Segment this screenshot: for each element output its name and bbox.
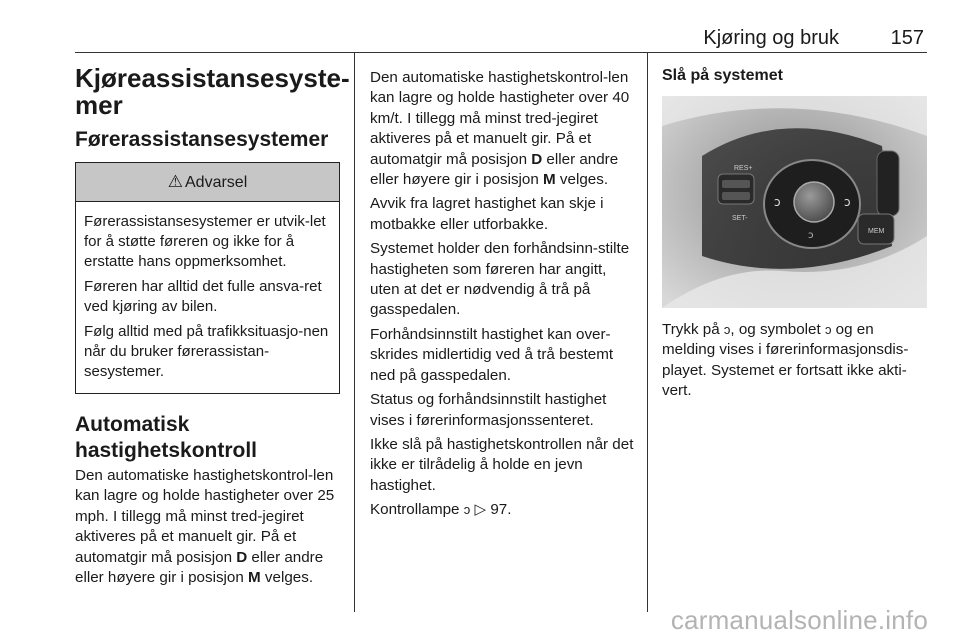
gear-m: M: [248, 569, 261, 587]
text-run: Den automatiske hastighetskontrol-len kan lagre og holde hastigheter over 25 mph. I tillegg må minst tred-jegiret aktiveres på et manuelt gir. På et automatgir må posisjon: [75, 467, 335, 566]
text-run: Den automatiske hastighetskontrol-len kan lagre og holde hastigheter over 40 km/t. I tillegg må minst tred-jegiret aktiveres på et manuelt gir. På et automatgir må posisjon: [370, 69, 630, 168]
svg-text:ↄ: ↄ: [774, 195, 781, 209]
paragraph: Avvik fra lagret hastighet kan skje i motbakke eller utforbakke.: [370, 195, 604, 233]
acc-paragraph: [75, 466, 340, 588]
column-divider-1: [354, 52, 355, 612]
paragraph: [662, 320, 927, 402]
warning-box: [75, 162, 340, 394]
page-header: [75, 26, 927, 53]
warning-label: Advarsel: [185, 174, 248, 191]
warning-body: [76, 202, 339, 393]
svg-text:ↄ: ↄ: [844, 195, 851, 209]
column-3: [662, 60, 927, 406]
warning-paragraph: Følg alltid med på trafikksituasjo-nen når du bruker førerassistan-sesystemer.: [84, 323, 329, 380]
paragraph: Status og forhåndsinnstilt hastighet vises i førerinformasjonssenteret.: [370, 391, 607, 429]
text-run: eller andre eller høyere gir i posisjon: [75, 548, 324, 587]
paragraph: [370, 68, 636, 190]
gear-d: D: [236, 548, 248, 566]
column-2: [370, 68, 636, 525]
text-run: 97.: [486, 501, 512, 519]
warning-triangle-icon: ⚠: [167, 172, 183, 191]
section-heading: [75, 63, 350, 120]
steering-wheel-controls-image: [662, 96, 927, 308]
text-run: Trykk på: [662, 321, 724, 338]
paragraph: [370, 500, 636, 520]
text-run: velges.: [555, 171, 609, 189]
text-run: og en melding vises i førerinformasjonsdis-playet. Systemet er fortsatt ikke akti-vert.: [662, 321, 909, 400]
gear-m: M: [543, 171, 556, 189]
paragraph: Systemet holder den forhåndsinn-stilte hastigheten som føreren har angitt, uten at det er nødvendig å trå på gasspedalen.: [370, 240, 630, 319]
text-run: velges.: [260, 569, 314, 587]
page-ref-arrow-icon: ▷: [474, 501, 487, 519]
acc-heading: [75, 412, 340, 464]
warning-paragraph: Førerassistansesystemer er utvik-let for å støtte føreren og ikke for å erstatte hans oppmerksomhet.: [84, 213, 326, 270]
paragraph: Ikke slå på hastighetskontrollen når det ikke er tilrådelig å holde en jevn hastighet.: [370, 435, 634, 494]
section-heading: Slå på systemet: [662, 67, 783, 84]
column-1: [75, 60, 350, 592]
subsection-heading: Førerassistansesystemer: [75, 128, 329, 151]
text-run: eller andre eller høyere gir i posisjon: [370, 150, 619, 189]
column-divider-2: [647, 52, 648, 612]
heading-line-2: mer: [75, 90, 123, 120]
warning-header: [76, 163, 339, 202]
cruise-control-icon: ↄ: [463, 502, 471, 518]
res-label: RES+: [734, 165, 753, 172]
mem-label: MEM: [868, 228, 885, 235]
heading-line-1: Kjøreassistansesyste-: [75, 63, 350, 93]
watermark: carmanualsonline.info: [670, 605, 928, 635]
cruise-control-icon: ↄ: [824, 322, 832, 337]
page-number: 157: [890, 27, 924, 49]
svg-text:ↄ: ↄ: [808, 230, 814, 241]
set-label: SET-: [732, 215, 748, 222]
text-run: , og symbolet: [730, 321, 825, 338]
text-run: Kontrollampe: [370, 501, 464, 519]
gear-d: D: [531, 150, 543, 168]
paragraph: Forhåndsinnstilt hastighet kan over-skrides midlertidig ved å trå bestemt ned på gasspedalen.: [370, 325, 614, 384]
cruise-control-icon: ↄ: [723, 322, 731, 337]
acc-heading-line-1: Automatisk: [75, 413, 190, 436]
header-title: Kjøring og bruk: [703, 27, 839, 49]
acc-heading-line-2: hastighetskontroll: [75, 439, 258, 462]
warning-paragraph: Føreren har alltid det fulle ansva-ret ved kjøring av bilen.: [84, 278, 322, 315]
